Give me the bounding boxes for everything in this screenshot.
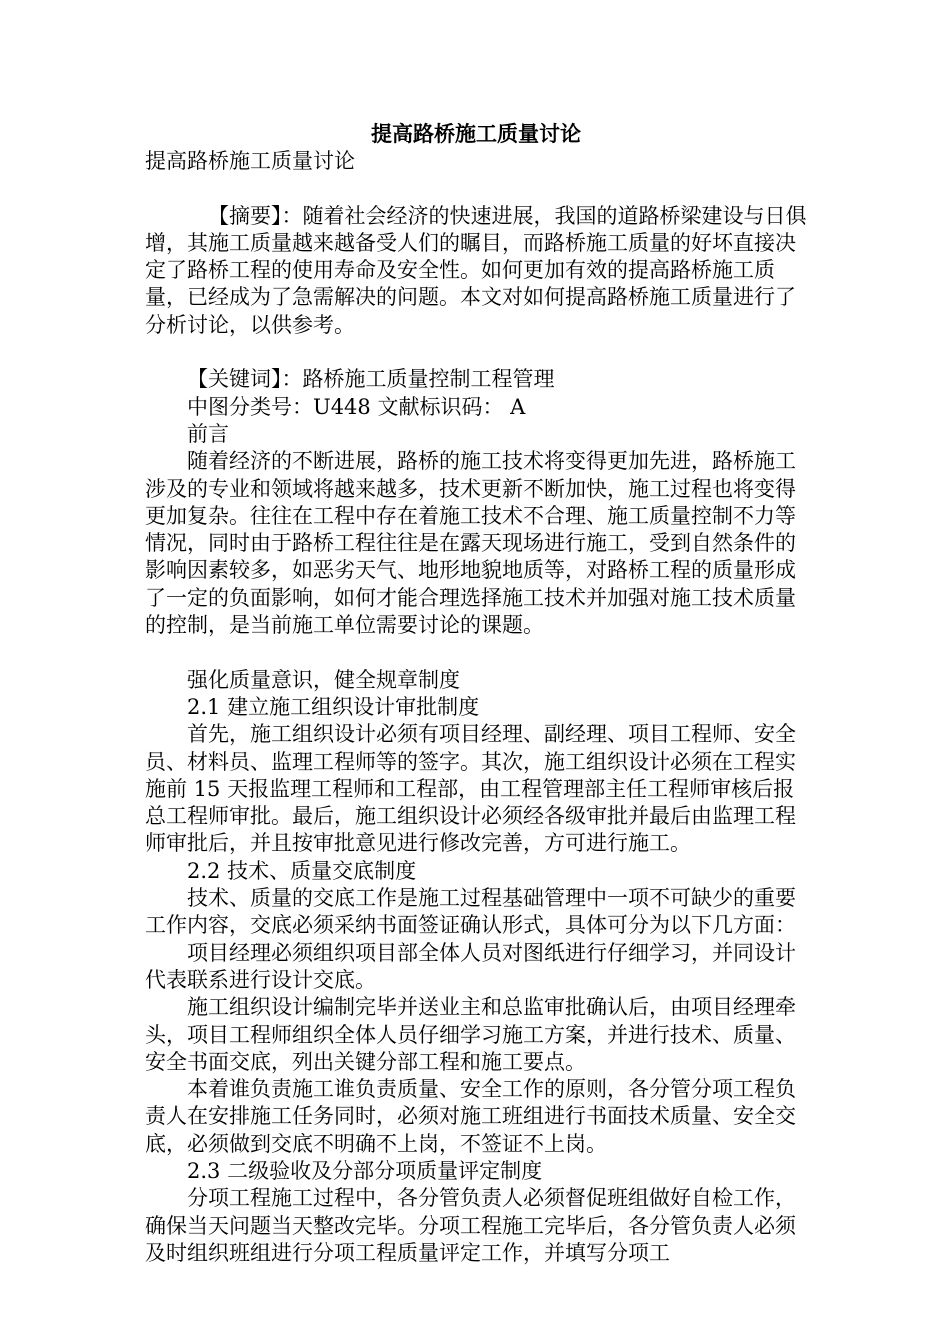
- section-heading: 强化质量意识，健全规章制度: [187, 667, 460, 692]
- document-page: [145, 120, 807, 1267]
- abstract-paragraph: 【摘要】：随着社会经济的快速进展，我国的道路桥梁建设与日俱增，其施工质量越来越备受人们的瞩目，而路桥施工质量的好坏直接决定了路桥工程的使用寿命及安全性。如何更加有效的提高路桥施工质量，已经成为了急需解决的问题。本文对如何提高路桥施工质量进行了分析讨论，以供参考。: [145, 203, 807, 337]
- preface-heading: 前言: [187, 421, 229, 446]
- document-subtitle: 提高路桥施工质量讨论: [145, 149, 355, 173]
- spacer: [145, 339, 807, 366]
- section-2-2-paragraph: 本着谁负责施工谁负责质量、安全工作的原则，各分管分项工程负责人在安排施工任务同时，必须对施工班组进行书面技术质量、安全交底，必须做到交底不明确不上岗，不签证不上岗。: [145, 1077, 796, 1156]
- document-title: 提高路桥施工质量讨论: [371, 121, 581, 146]
- section-2-3-heading: 2.3 二级验收及分部分项质量评定制度: [187, 1158, 543, 1183]
- section-2-1-paragraph: 首先，施工组织设计必须有项目经理、副经理、项目工程师、安全员、材料员、监理工程师等的签字。其次，施工组织设计必须在工程实施前 15 天报监理工程师和工程部，由工程管理部主任工程师审核后报总工程师审批。最后，施工组织设计必须经各级审批并最后由监理工程师审批后，并且按审批意见进行修改完善，方可进行施工。: [145, 722, 796, 856]
- spacer: [145, 639, 807, 666]
- section-2-3-paragraph: 分项工程施工过程中，各分管负责人必须督促班组做好自检工作，确保当天问题当天整改完毕。分项工程施工完毕后，各分管负责人必须及时组织班组进行分项工程质量评定工作，并填写分项工: [145, 1186, 796, 1265]
- preface-paragraph: 随着经济的不断进展，路桥的施工技术将变得更加先进，路桥施工涉及的专业和领域将越来越多，技术更新不断加快，施工过程也将变得更加复杂。往往在工程中存在着施工技术不合理、施工质量控制不力等情况，同时由于路桥工程往往是在露天现场进行施工，受到自然条件的影响因素较多，如恶劣天气、地形地貌地质等，对路桥工程的质量形成了一定的负面影响，如何才能合理选择施工技术并加强对施工技术质量的控制，是当前施工单位需要讨论的课题。: [145, 449, 796, 638]
- section-2-2-paragraph: 施工组织设计编制完毕并送业主和总监审批确认后，由项目经理牵头，项目工程师组织全体人员仔细学习施工方案，并进行技术、质量、安全书面交底，列出关键分部工程和施工要点。: [145, 995, 796, 1074]
- keywords-line: 【关键词】：路桥施工质量控制工程管理: [187, 367, 555, 392]
- section-2-2-heading: 2.2 技术、质量交底制度: [187, 858, 417, 883]
- section-2-2-paragraph: 项目经理必须组织项目部全体人员对图纸进行仔细学习，并同设计代表联系进行设计交底。: [145, 940, 796, 992]
- spacer: [145, 175, 807, 202]
- classification-line: 中图分类号：U448 文献标识码： A: [187, 394, 526, 419]
- section-2-2-paragraph: 技术、质量的交底工作是施工过程基础管理中一项不可缺少的重要工作内容，交底必须采纳书面签证确认形式，具体可分为以下几方面：: [145, 886, 796, 938]
- section-2-1-heading: 2.1 建立施工组织设计审批制度: [187, 694, 480, 719]
